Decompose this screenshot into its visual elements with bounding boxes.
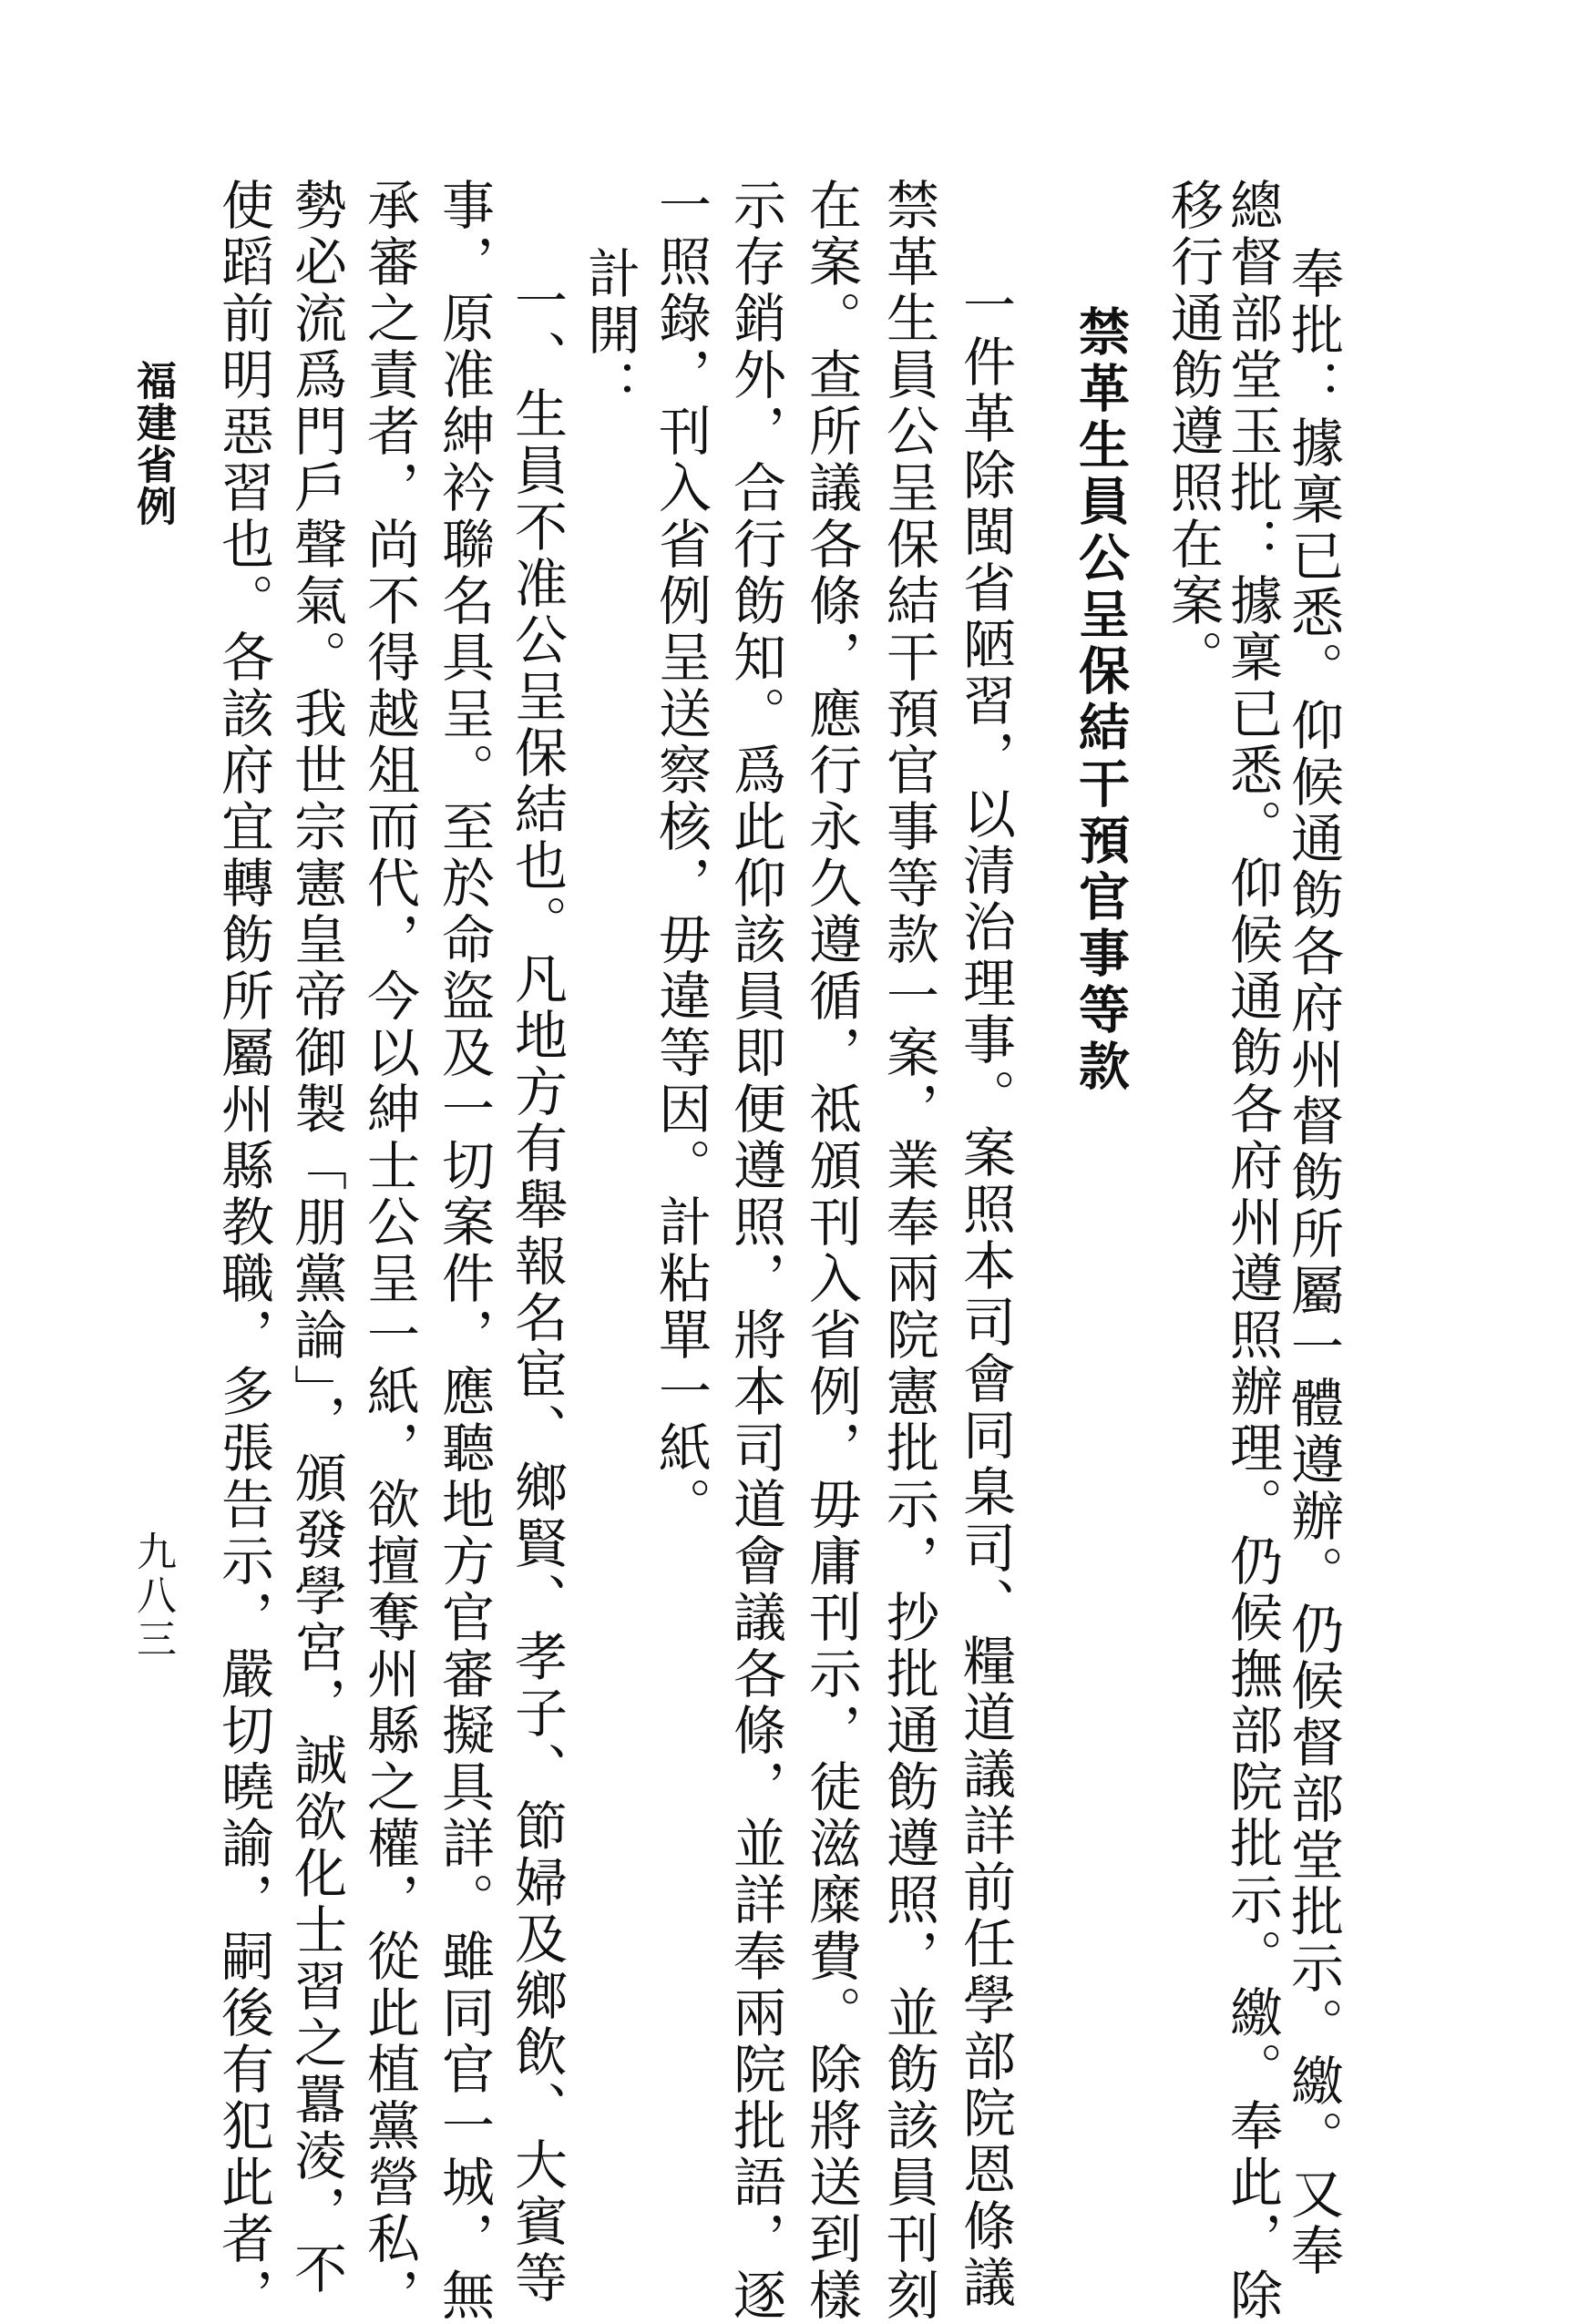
text-column: 奉批：據稟已悉。仰候通飭各府州督飭所屬一體遵辦。仍候督部堂批示。繳。又奉	[1282, 246, 1344, 2279]
text-column: 計開：	[579, 246, 641, 415]
text-column: 移行通飭遵照在案。	[1162, 178, 1224, 686]
text-column: 事，原准紳衿聯名具呈。至於命盜及一切案件，應聽地方官審擬具詳。雖同官一城，無	[433, 178, 495, 2324]
text-column: 在案。查所議各條，應行永久遵循，祗頒刊入省例，毋庸刊示，徒滋糜費。除將送到樣	[800, 178, 862, 2324]
running-head: 福建省例	[129, 360, 176, 527]
page-number: 九八三	[129, 1531, 176, 1662]
text-column: 禁革生員公呈保結干預官事等款一案，業奉兩院憲批示，抄批通飭遵照，並飭該員刊刻	[877, 178, 939, 2324]
text-column: 總督部堂玉批：據稟已悉。仰候通飭各府州遵照辦理。仍候撫部院批示。繳。奉此，除	[1221, 178, 1283, 2324]
text-column: 勢必流爲門戶聲氣。我世宗憲皇帝御製「朋黨論」，頒發學宮，誠欲化士習之囂淩，不	[285, 178, 347, 2298]
text-column: 一件革除閩省陋習，以清治理事。案照本司會同臬司、糧道議詳前任學部院恩條議	[954, 278, 1016, 2311]
text-column: 示存銷外，合行飭知。爲此仰該員即便遵照，將本司道會議各條，並詳奉兩院批語，逐	[724, 178, 786, 2324]
text-column: 一、生員不准公呈保結也。凡地方有舉報名宦、鄉賢、孝子、節婦及鄉飲、大賓等	[506, 273, 568, 2307]
text-column: 使蹈前明惡習也。各該府宜轉飭所屬州縣教職，多張告示，嚴切曉諭，嗣後有犯此者，	[212, 178, 274, 2324]
section-title: 禁革生員公呈保結干預官事等款	[1071, 305, 1131, 1096]
text-column: 承審之責者，尚不得越俎而代，今以紳士公呈一紙，欲擅奪州縣之權，從此植黨營私，	[358, 178, 420, 2324]
text-column: 一照錄，刊入省例呈送察核，毋違等因。計粘單一紙。	[650, 178, 712, 1533]
